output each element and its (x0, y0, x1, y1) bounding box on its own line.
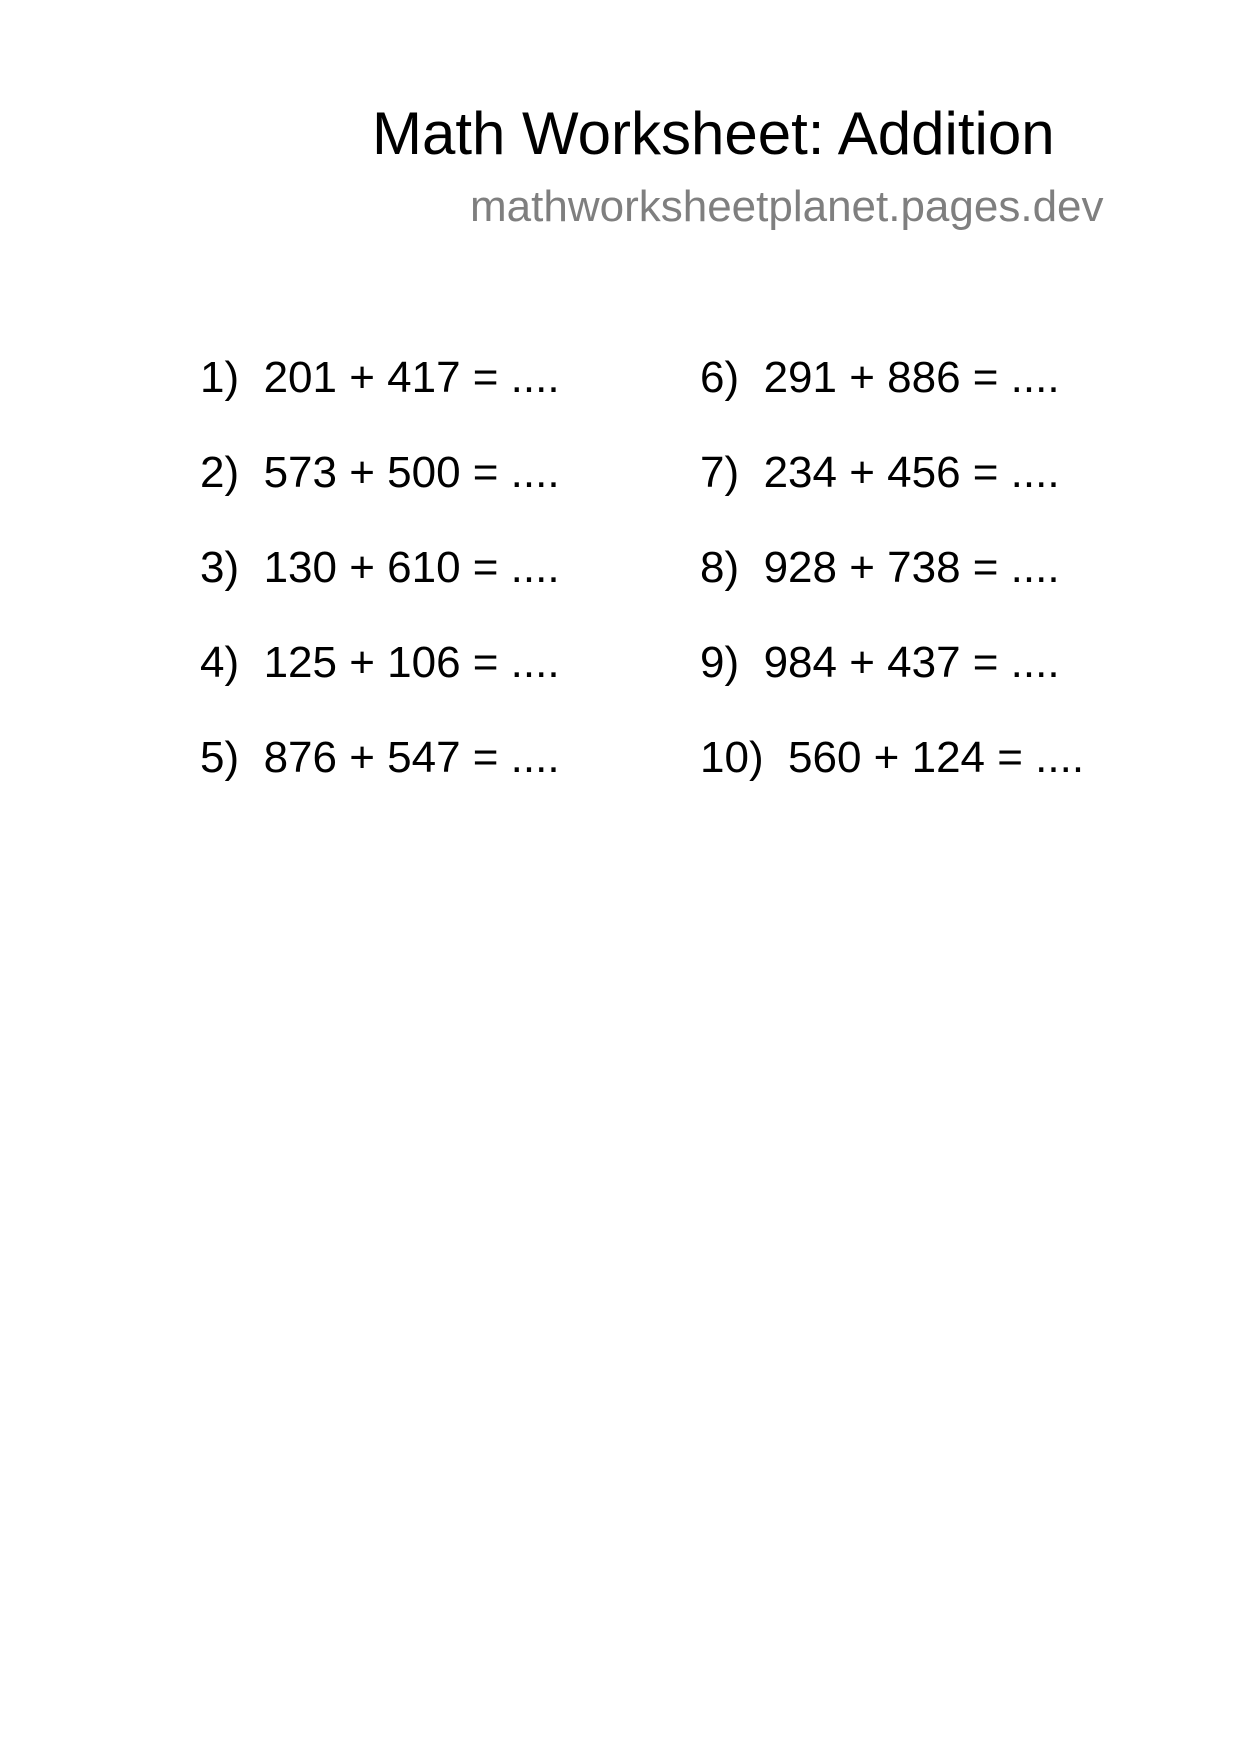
problem-item: 3) 130 + 610 = .... (200, 543, 560, 592)
problems-right-column (700, 348, 1084, 823)
problem-item: 6) 291 + 886 = .... (700, 353, 1060, 402)
problem-item: 7) 234 + 456 = .... (700, 448, 1060, 497)
problem-item: 8) 928 + 738 = .... (700, 543, 1060, 592)
problem-item: 2) 573 + 500 = .... (200, 448, 560, 497)
site-url: mathworksheetplanet.pages.dev (470, 182, 1104, 231)
problem-item: 9) 984 + 437 = .... (700, 638, 1060, 687)
problem-item: 10) 560 + 124 = .... (700, 733, 1085, 782)
worksheet-title: Math Worksheet: Addition (372, 100, 1055, 167)
problems-left-column (200, 348, 560, 823)
problem-item: 1) 201 + 417 = .... (200, 353, 560, 402)
problem-item: 4) 125 + 106 = .... (200, 638, 560, 687)
problem-item: 5) 876 + 547 = .... (200, 733, 560, 782)
